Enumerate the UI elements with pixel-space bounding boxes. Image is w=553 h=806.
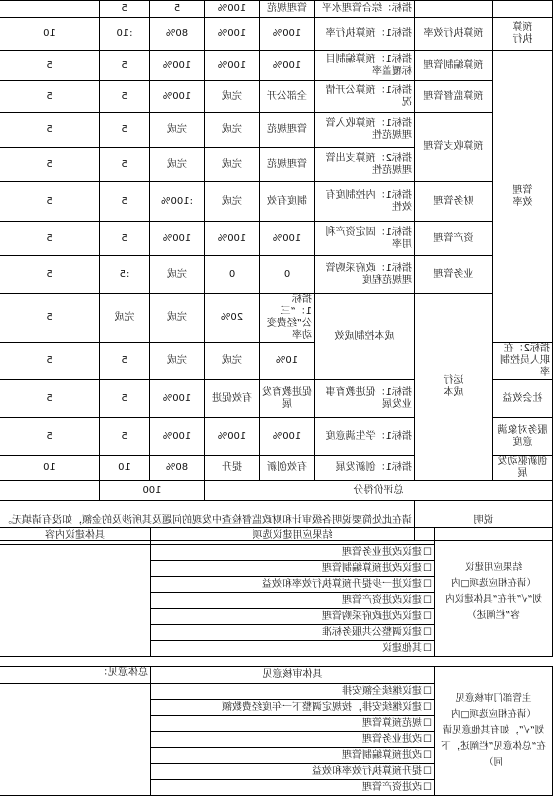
target-value: 100% — [260, 18, 315, 51]
table-row — [0, 294, 553, 343]
score-value: 5 — [100, 222, 150, 256]
section-name: 成本控制成效 — [315, 294, 415, 380]
section-name: 创新驱动发展 — [493, 456, 553, 481]
target-value: 20% — [205, 294, 260, 343]
score-value: 5 — [100, 51, 150, 81]
score-value: :5 — [100, 256, 150, 294]
extra-value: 5 — [0, 343, 100, 380]
score-value: :10 — [100, 18, 150, 51]
table-row — [0, 182, 553, 222]
score-value: 5 — [100, 418, 150, 456]
actual-value: 0 — [205, 256, 260, 294]
indicator-name: 指标1：预算编制目标覆盖率 — [315, 51, 415, 81]
weight-value: 80% — [150, 18, 205, 51]
actual-value: 有效促进 — [205, 380, 260, 418]
actual-value: 100% — [205, 222, 260, 256]
notes-label: 说明 — [415, 501, 553, 541]
extra-value: 5 — [0, 81, 100, 113]
target-value: 促进教育发展 — [260, 380, 315, 418]
extra-value: 5 — [0, 113, 100, 148]
indicator-name: 指标2：在职人员控制率 — [493, 343, 553, 380]
actual-value: 完成 — [150, 294, 205, 343]
section-name: 业务管理 — [415, 256, 493, 294]
section-name: 预算监督管理 — [415, 81, 493, 113]
review-table — [0, 666, 553, 796]
indicator-name: 指标1：固定资产利用率 — [315, 222, 415, 256]
weight-value: 100% — [150, 51, 205, 81]
review-option[interactable]: ☐ 建议继续安排，按规定调整下一年度经费数额 — [151, 700, 435, 716]
recommendation-option[interactable]: ☐ 建议改进资产管理 — [151, 593, 435, 609]
actual-value: 完成 — [205, 113, 260, 148]
indicator-name: 指标1：促进教育事业发展 — [315, 380, 415, 418]
table-row — [0, 18, 553, 51]
actual-value: 完成 — [205, 148, 260, 182]
weight-value: 100% — [150, 81, 205, 113]
weight-value: :100% — [150, 182, 205, 222]
score-value: 5 — [100, 1, 150, 18]
extra-value: 10 — [0, 18, 100, 51]
section-name: 服务对象满意度 — [493, 418, 553, 456]
category-management-efficiency: 管理 效率 — [493, 51, 553, 343]
indicator-name: 指标1：预算执行率 — [315, 18, 415, 51]
category-operating-cost: 运行 成本 — [415, 294, 493, 481]
actual-value: 100% — [205, 51, 260, 81]
total-score-row — [0, 481, 553, 501]
score-value: 5 — [100, 148, 150, 182]
target-value: 有效创新 — [260, 456, 315, 481]
recommendation-option[interactable]: ☐ 建议进一步提升预算执行效率和效益 — [151, 577, 435, 593]
overall-opinion-field[interactable] — [0, 684, 151, 796]
indicator-name: 指标1：创新发展 — [315, 456, 415, 481]
weight-value: 80% — [150, 456, 205, 481]
overall-opinion-header: 总体意见： — [0, 667, 151, 684]
target-value: 管理规范 — [260, 1, 315, 18]
recommendation-table — [0, 527, 553, 657]
indicator-name: 指标1：预算公开情况 — [315, 81, 415, 113]
review-option[interactable]: ☐ 改进预算编制管理 — [151, 748, 435, 764]
indicator-name: 指标1：政府采购管理规范程度 — [315, 256, 415, 294]
section-name: 预算收支管理 — [415, 113, 493, 182]
extra-value: 5 — [0, 222, 100, 256]
review-option[interactable]: ☐ 建议继续全额安排 — [151, 684, 435, 700]
actual-value: 完成 — [205, 81, 260, 113]
indicator-name: 指标1：预算收入管理规范性 — [315, 113, 415, 148]
recommendation-label: 结果应用建议 （请在相应选项□内划“√”并在“具体建议内容”栏阐述） — [435, 528, 553, 657]
extra-value: 5 — [0, 418, 100, 456]
section-name: 预算编制管理 — [415, 51, 493, 81]
score-value: 10 — [100, 456, 150, 481]
weight-value: 100% — [150, 380, 205, 418]
recommendation-options-header: 结果应用建议选项 — [151, 528, 435, 545]
target-value: 100% — [260, 418, 315, 456]
notes-text: 请在此处简要说明各级审计和财政监督检查中发现的问题及其所涉及的金额，如没有请填无。 — [0, 501, 415, 541]
weight-value: 100% — [150, 418, 205, 456]
weight-value: 完成 — [150, 256, 205, 294]
category-budget-execution: 预算 执行 — [493, 18, 553, 51]
extra-value: 5 — [0, 380, 100, 418]
target-value: 10% — [260, 343, 315, 380]
target-value: 制度有效 — [260, 182, 315, 222]
review-options-header: 具体审核意见 — [151, 667, 435, 684]
table-row — [0, 222, 553, 256]
target-value: 100% — [260, 51, 315, 81]
recommendation-option[interactable]: ☐ 建议改进业务管理 — [151, 545, 435, 561]
section-name: 资产管理 — [415, 222, 493, 256]
score-value: 5 — [100, 343, 150, 380]
target-value: 管理规范 — [260, 148, 315, 182]
actual-value: 完成 — [205, 182, 260, 222]
weight-value: 完成 — [150, 113, 205, 148]
recommendation-option[interactable]: ☐ 其他建议 — [151, 641, 435, 657]
target-value: 100% — [260, 222, 315, 256]
extra-value: 5 — [0, 148, 100, 182]
score-value: 5 — [100, 380, 150, 418]
total-score-value: 100 — [100, 481, 205, 501]
weight-value: 完成 — [100, 294, 150, 343]
actual-value: 100% — [205, 1, 260, 18]
indicator-rows — [0, 1, 553, 541]
extra-value: 5 — [0, 256, 100, 294]
recommendation-option[interactable]: ☐ 建议改进预算编制管理 — [151, 561, 435, 577]
indicator-name: 指标1：内控制度有效性 — [315, 182, 415, 222]
weight-value: 100% — [150, 222, 205, 256]
table-row — [0, 256, 553, 294]
indicator-name: 指标：综合管理水平 — [315, 1, 415, 18]
score-value: 5 — [100, 81, 150, 113]
actual-value: 100% — [205, 18, 260, 51]
recommendation-option[interactable]: ☐ 建议改进政府采购管理 — [151, 609, 435, 625]
table-row — [0, 113, 553, 148]
target-value: 管理规范 — [260, 113, 315, 148]
indicator-name: 指标1：“三公”经费变动率 — [260, 294, 315, 343]
score-value: 5 — [0, 294, 100, 343]
review-option[interactable]: ☐ 改进资产管理 — [151, 780, 435, 796]
extra-value: 5 — [0, 51, 100, 81]
section-name: 预算执行效率 — [415, 18, 493, 51]
table-row — [0, 81, 553, 113]
review-option[interactable]: ☐ 提升预算执行效率和效益 — [151, 764, 435, 780]
target-value: 全部公开 — [260, 81, 315, 113]
actual-value: 提升 — [205, 456, 260, 481]
recommendation-detail-field[interactable] — [0, 545, 151, 657]
extra-value: 10 — [0, 456, 100, 481]
target-value: 0 — [260, 256, 315, 294]
extra-value: 5 — [0, 182, 100, 222]
table-row — [0, 1, 553, 18]
indicator-name: 指标1：学生满意度 — [315, 418, 415, 456]
indicator-name: 指标2：预算支出管理规范性 — [315, 148, 415, 182]
review-option[interactable]: ☐ 改进业务管理 — [151, 732, 435, 748]
score-value: 5 — [100, 182, 150, 222]
section-name: 社会效益 — [493, 380, 553, 418]
recommendation-detail-header: 具体建议内容 — [0, 528, 151, 545]
table-row — [0, 51, 553, 81]
weight-value: 完成 — [150, 343, 205, 380]
total-score-label: 总评价得分 — [205, 481, 553, 501]
review-option[interactable]: ☐ 规范预算管理 — [151, 716, 435, 732]
weight-value: 完成 — [150, 148, 205, 182]
actual-value: 完成 — [205, 343, 260, 380]
weight-value: 5 — [150, 1, 205, 18]
section-name: 财务管理 — [415, 182, 493, 222]
review-label: 主管部门审核意见 （请在相应选项□内划“√”，如有其他意见请在“总体意见”栏阐述，下同） — [435, 667, 553, 796]
recommendation-option[interactable]: ☐ 建议调整公共服务标准 — [151, 625, 435, 641]
score-value: 5 — [100, 113, 150, 148]
actual-value: 100% — [205, 418, 260, 456]
